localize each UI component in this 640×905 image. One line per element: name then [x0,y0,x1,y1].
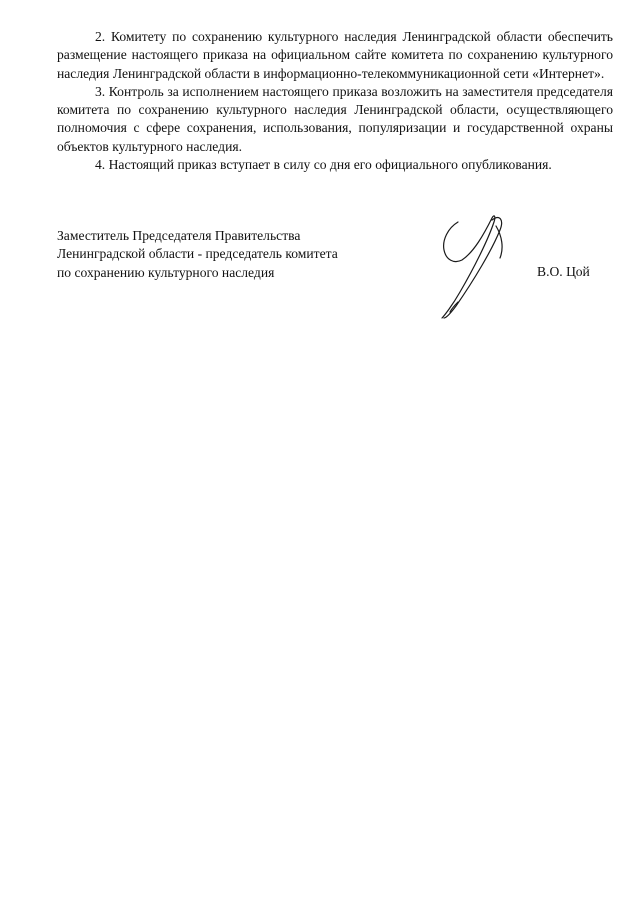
handwritten-signature [430,206,525,321]
paragraph-4: 4. Настоящий приказ вступает в силу со дня его официального опубликования. [95,157,552,173]
signer-name: В.О. Цой [537,264,590,279]
paragraph-2: 2. Комитету по сохранению культурного наследия Ленинградской области обеспечить размещение настоящего приказа на официальном сайте комитета по сохранению культурного наследия Ленинградской области в информационно-телекоммуникационной сети «Интернет». [57,29,613,81]
signatory-position-line-2: Ленинградской области - председатель комитета [57,246,338,262]
order-body [57,28,613,174]
signatory-position-line-1: Заместитель Председателя Правительства [57,228,301,243]
paragraph-3: 3. Контроль за исполнением настоящего приказа возложить на заместителя председателя комитета по сохранению культурного наследия Ленинградской области, осуществляющего полномочия с сфере сохранения, использования, популяризации и государственной охраны объектов культурного наследия. [57,83,613,154]
signatory-position [57,227,402,282]
signatory-position-line-3: по сохранению культурного наследия [57,264,275,280]
